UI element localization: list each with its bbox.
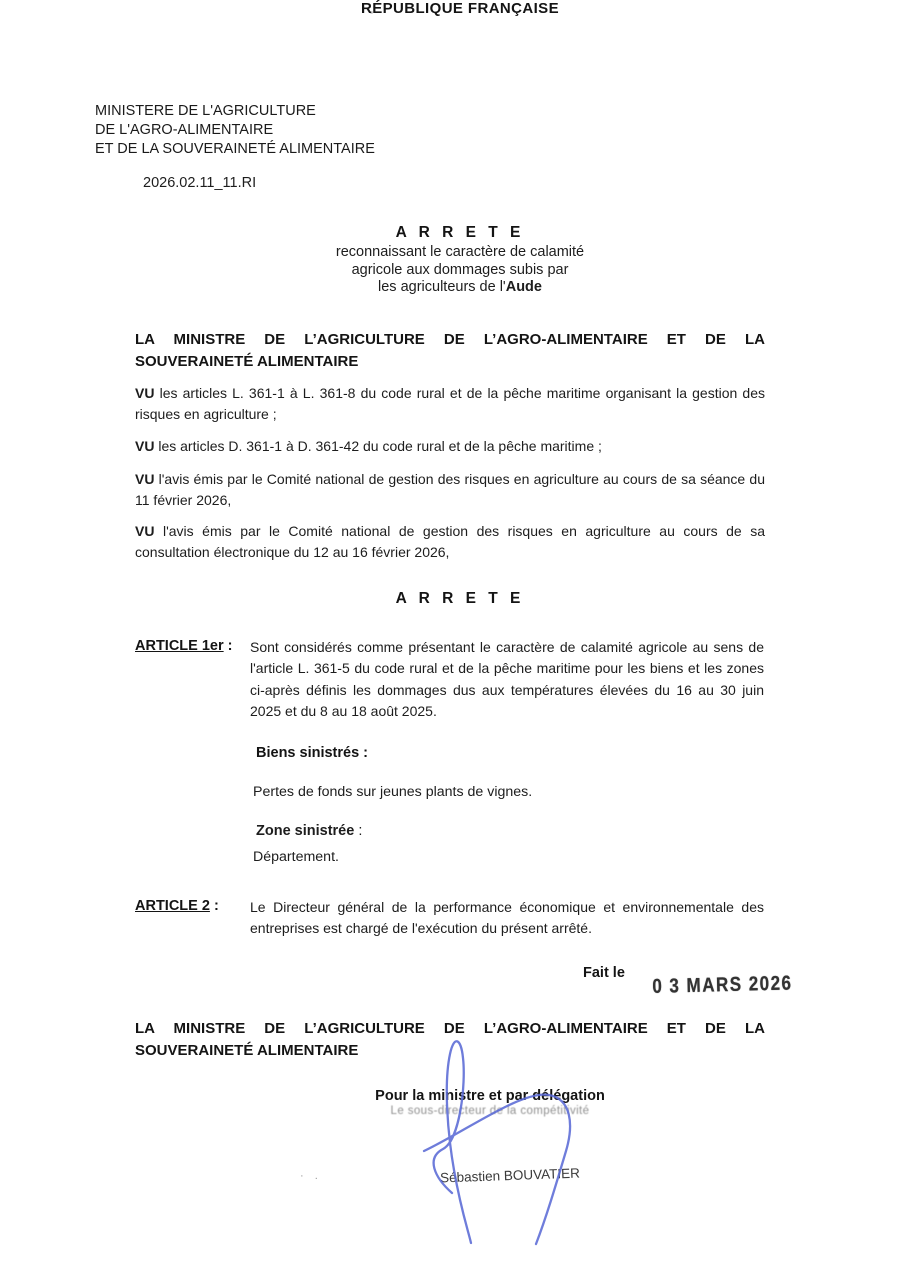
arrete-section-heading: A R R E T E: [395, 590, 525, 607]
scan-artifact-specks: · .: [300, 1170, 322, 1182]
ministry-line-3: ET DE LA SOUVERAINETÉ ALIMENTAIRE: [95, 140, 375, 157]
article-1-body: Sont considérés comme présentant le caractère de calamité agricole au sens de l'article L. 361-5 du code rural et de la pêche maritime pour les biens et les zones ci-après définis les dommages dus aux températures élevées du 16 au 30 juin 2025 et du 8 au 18 août 2025.: [250, 639, 764, 720]
signature-stroke-loop: [434, 1041, 471, 1243]
subtitle-line-1: reconnaissant le caractère de calamité: [335, 244, 585, 260]
visa-prefix: VU: [135, 471, 155, 487]
subtitle-department-name: Aude: [505, 279, 542, 295]
ministry-block: [95, 102, 375, 158]
visa-paragraph: [135, 521, 765, 563]
zone-sinistree-label-text: Zone sinistrée: [256, 823, 355, 839]
article-1-label-text: ARTICLE 1er: [135, 638, 224, 654]
article-1-label: [135, 638, 233, 654]
visa-prefix: VU: [135, 438, 155, 454]
visa-text: les articles D. 361-1 à D. 361-42 du code rural et de la pêche maritime ;: [154, 438, 602, 454]
document-reference: 2026.02.11_11.RI: [143, 175, 257, 191]
visa-paragraph: [135, 383, 765, 425]
subtitle-line-3-prefix: les agriculteurs de l': [378, 279, 506, 295]
date-stamp: 0 3 MARS 2026: [652, 971, 793, 998]
subtitle-line-3: [135, 279, 785, 297]
delegation-subtitle: Le sous-directeur de la compétitivité: [390, 1105, 590, 1117]
ministry-line-2: DE L'AGRO-ALIMENTAIRE: [95, 121, 274, 138]
visa-prefix: VU: [135, 523, 155, 539]
arrete-title: A R R E T E: [395, 224, 525, 241]
article-2-body: Le Directeur général de la performance économique et environnementale des entreprises est chargé de l'exécution du présent arrêté.: [250, 899, 764, 937]
decree-subtitle: [135, 244, 785, 297]
biens-sinistres-label: Biens sinistrés :: [256, 745, 369, 761]
article-2-label-text: ARTICLE 2: [135, 898, 210, 914]
article-2-label: [135, 898, 219, 914]
zone-sinistree-text: Département.: [253, 849, 339, 865]
ministry-line-1: MINISTERE DE L'AGRICULTURE: [95, 103, 316, 119]
visa-prefix: VU: [135, 385, 155, 401]
subtitle-line-2: agricole aux dommages subis par: [351, 261, 569, 278]
article-2-colon: :: [209, 898, 219, 914]
zone-sinistree-colon: :: [354, 823, 363, 839]
biens-sinistres-text: Pertes de fonds sur jeunes plants de vignes.: [253, 784, 533, 800]
zone-sinistree-label: [256, 823, 362, 839]
visa-text: l'avis émis par le Comité national de gestion des risques en agriculture au cours de sa consultation électronique du 12 au 16 février 2026,: [135, 523, 765, 560]
delegation-line: Pour la ministre et par délégation: [375, 1088, 605, 1104]
authority-heading: LA MINISTRE DE L’AGRICULTURE DE L’AGRO-ALIMENTAIRE ET DE LA SOUVERAINETÉ ALIMENTAIRE: [135, 331, 765, 370]
visa-paragraph: [135, 436, 765, 457]
visa-paragraph: [135, 469, 765, 511]
decree-title-block: [135, 224, 785, 297]
signer-name: Sébastien BOUVATIER: [439, 1165, 581, 1186]
visa-text: les articles L. 361-1 à L. 361-8 du code rural et de la pêche maritime organisant la gestion des risques en agriculture ;: [135, 385, 765, 422]
authority-signature-heading: LA MINISTRE DE L’AGRICULTURE DE L’AGRO-ALIMENTAIRE ET DE LA SOUVERAINETÉ ALIMENTAIRE: [135, 1020, 765, 1059]
fait-le-label: Fait le: [583, 965, 625, 981]
visa-text: l'avis émis par le Comité national de gestion des risques en agriculture au cours de sa séance du 11 février 2026,: [135, 471, 765, 508]
republique-francaise-heading: RÉPUBLIQUE FRANÇAISE: [360, 0, 559, 17]
article-1-colon: :: [223, 638, 233, 654]
